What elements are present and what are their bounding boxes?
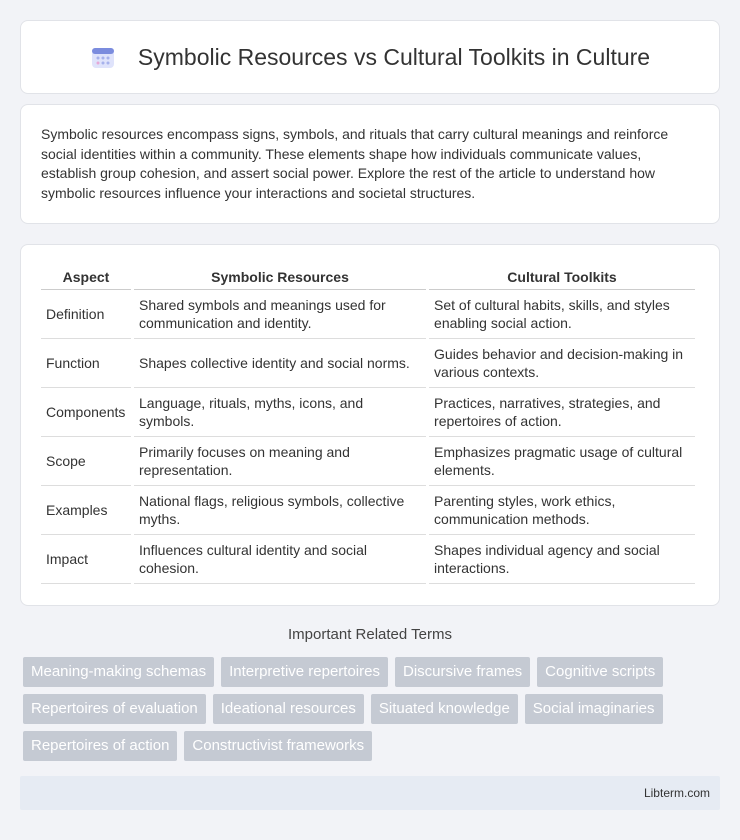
intro-card: [20, 104, 720, 224]
table-row: [41, 290, 695, 339]
related-term-tag[interactable]: Meaning-making schemas: [23, 657, 214, 687]
symbolic-cell: Shapes collective identity and social norms.: [134, 339, 426, 388]
comparison-card: [20, 244, 720, 606]
related-term-tag[interactable]: Social imaginaries: [525, 694, 663, 724]
related-term-tag[interactable]: Cognitive scripts: [537, 657, 663, 687]
table-row: [41, 388, 695, 437]
table-row: [41, 339, 695, 388]
symbolic-cell: National flags, religious symbols, collective myths.: [134, 486, 426, 535]
footer: [20, 776, 720, 810]
toolkit-cell: Parenting styles, work ethics, communication methods.: [429, 486, 695, 535]
header-symbolic-resources: Symbolic Resources: [134, 266, 426, 290]
symbolic-cell: Language, rituals, myths, icons, and symbols.: [134, 388, 426, 437]
related-term-tag[interactable]: Constructivist frameworks: [184, 731, 372, 761]
symbolic-cell: Shared symbols and meanings used for communication and identity.: [134, 290, 426, 339]
aspect-cell: Definition: [41, 290, 131, 339]
related-terms-title: Important Related Terms: [288, 626, 452, 643]
related-term-tag[interactable]: Repertoires of evaluation: [23, 694, 206, 724]
aspect-cell: Scope: [41, 437, 131, 486]
related-term-tag[interactable]: Ideational resources: [213, 694, 364, 724]
table-row: [41, 486, 695, 535]
intro-text: Symbolic resources encompass signs, symbols, and rituals that carry cultural meanings and reinforce social identities within a community. These elements shape how individuals communicate values, establish group cohesion, and assert social power. Explore the rest of the article to understand how symbolic resources influence your interactions and societal structures.: [41, 126, 669, 201]
calendar-icon: [90, 44, 116, 70]
table-header-row: [41, 266, 695, 290]
toolkit-cell: Set of cultural habits, skills, and styles enabling social action.: [429, 290, 695, 339]
related-term-tag[interactable]: Situated knowledge: [371, 694, 518, 724]
header-cultural-toolkits: Cultural Toolkits: [429, 266, 695, 290]
comparison-table: [38, 266, 698, 584]
related-term-tag[interactable]: Interpretive repertoires: [221, 657, 388, 687]
related-terms-list: [23, 657, 723, 761]
toolkit-cell: Guides behavior and decision-making in various contexts.: [429, 339, 695, 388]
aspect-cell: Examples: [41, 486, 131, 535]
toolkit-cell: Emphasizes pragmatic usage of cultural elements.: [429, 437, 695, 486]
toolkit-cell: Shapes individual agency and social interactions.: [429, 535, 695, 584]
aspect-cell: Impact: [41, 535, 131, 584]
aspect-cell: Function: [41, 339, 131, 388]
symbolic-cell: Primarily focuses on meaning and representation.: [134, 437, 426, 486]
page-title: Symbolic Resources vs Cultural Toolkits in Culture: [137, 43, 651, 70]
table-row: [41, 535, 695, 584]
related-term-tag[interactable]: Discursive frames: [395, 657, 530, 687]
toolkit-cell: Practices, narratives, strategies, and repertoires of action.: [429, 388, 695, 437]
related-term-tag[interactable]: Repertoires of action: [23, 731, 177, 761]
title-card: [20, 20, 720, 94]
header-aspect: Aspect: [41, 266, 131, 290]
footer-site-link[interactable]: Libterm.com: [643, 786, 710, 800]
table-row: [41, 437, 695, 486]
aspect-cell: Components: [41, 388, 131, 437]
symbolic-cell: Influences cultural identity and social cohesion.: [134, 535, 426, 584]
